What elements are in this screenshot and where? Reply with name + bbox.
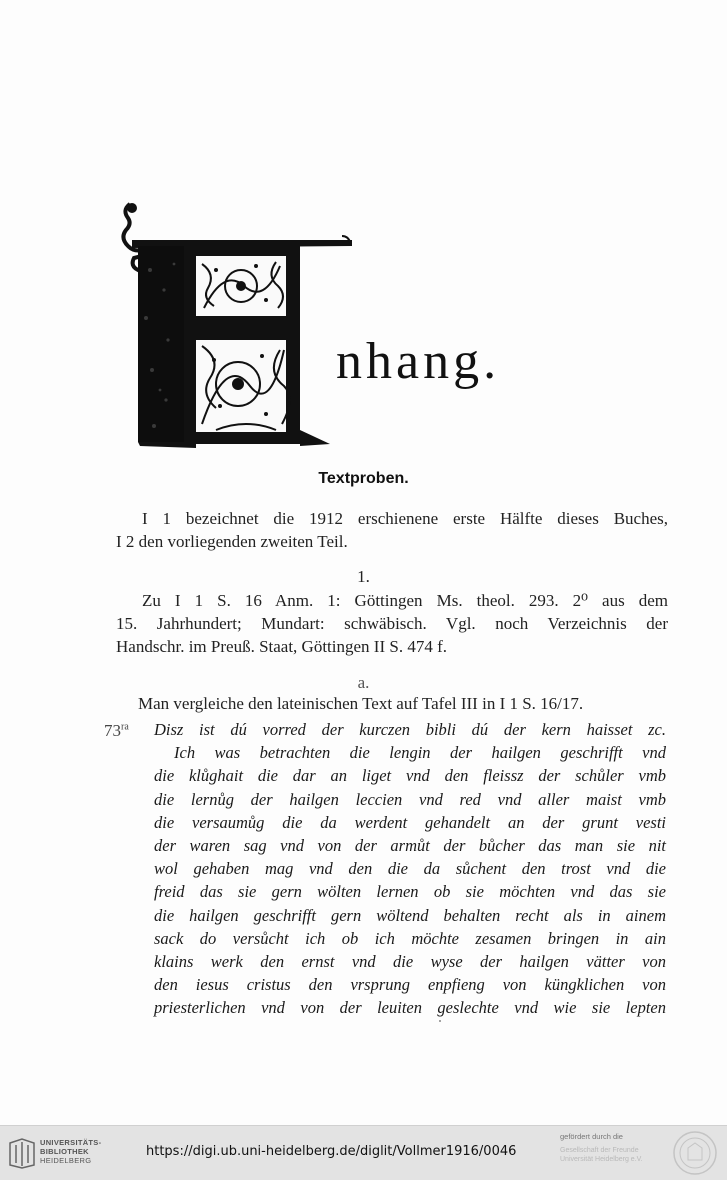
funded-by-label: gefördert durch die [560,1132,623,1141]
section-line: 15. Jahrhundert; Mundart: schwäbisch. Vgl. noch Verzeichnis der [116,614,668,633]
section-line: Zu I 1 S. 16 Anm. 1: Göttingen Ms. theol. 293. 2⁰ aus dem [142,591,668,610]
section-line: Handschr. im Preuß. Staat, Göttingen II S. 474 f. [116,637,447,656]
library-line: BIBLIOTHEK [40,1147,89,1156]
permalink-url[interactable]: https://digi.ub.uni-heidelberg.de/diglit/Vollmer1916/0046 [146,1144,517,1159]
society-line: Gesellschaft der Freunde [560,1147,639,1154]
library-line: UNIVERSITÄTS- [40,1138,102,1147]
subheading: Textproben. [318,470,409,487]
intro-line: I 2 den vorliegenden zweiten Teil. [116,532,348,551]
text-line: Ich was betrachten die lengin der hailgen geschrifft vnd [174,743,666,763]
section-number: 1. [357,567,370,586]
text-line: Disz ist dú vorred der kurczen bibli dú der kern haisset zc. [154,720,666,739]
decorated-initial-letter [116,200,352,448]
text-line: priesterlichen vnd von der leuiten geslechte vnd wie sie lepten [154,998,666,1018]
intro-line: I 1 bezeichnet die 1912 erschienene erste Hälfte dieses Buches, [142,509,668,528]
reference-line: Man vergleiche den lateinischen Text auf Tafel III in I 1 S. 16/17. [138,694,584,713]
text-line: die lernůg der hailgen leccien vnd red vnd aller maist vmb [154,789,666,809]
society-name[interactable] [560,1146,643,1164]
text-line: die versaumůg die da werdent gehandelt an der grunt vesti [154,812,666,832]
university-seal-icon [672,1130,718,1176]
text-line: den iesus cristus den vrsprung enpfieng von küngklichen von [154,975,666,995]
section-paragraph [116,589,668,658]
folio-number: 73 [104,721,121,740]
library-line: HEIDELBERG [40,1156,92,1165]
folio-marker [104,721,129,741]
intro-paragraph [116,507,668,553]
library-name[interactable] [40,1138,101,1165]
source-text [154,718,666,1020]
text-line: sack do versůcht ich ob ich möchte zesamen bringen in ain [154,928,666,948]
folio-suffix: ra [121,721,129,733]
heading-word: nhang. [336,333,501,390]
society-line: Universität Heidelberg e.V. [560,1156,643,1163]
text-line: klains werk den ernst vnd die wyse der hailgen vätter von [154,952,666,972]
speck [439,1020,441,1022]
library-logo-icon[interactable] [8,1137,36,1169]
footer-bar [0,1125,727,1180]
text-line: freid das sie gern wölten lernen ob sie möchten vnd das sie [154,882,666,902]
text-line: der waren sag vnd von der armůt der bůcher das man sie nit [154,836,666,856]
text-line: wol gehaben mag vnd den die da sůchent den trost vnd die [154,859,666,879]
subsection-letter: a. [357,673,370,692]
text-line: die klůghait die dar an liget vnd den fleissz der schůler vmb [154,766,666,786]
text-line: die hailgen geschrifft gern wöltend behalten recht als in ainem [154,905,666,925]
